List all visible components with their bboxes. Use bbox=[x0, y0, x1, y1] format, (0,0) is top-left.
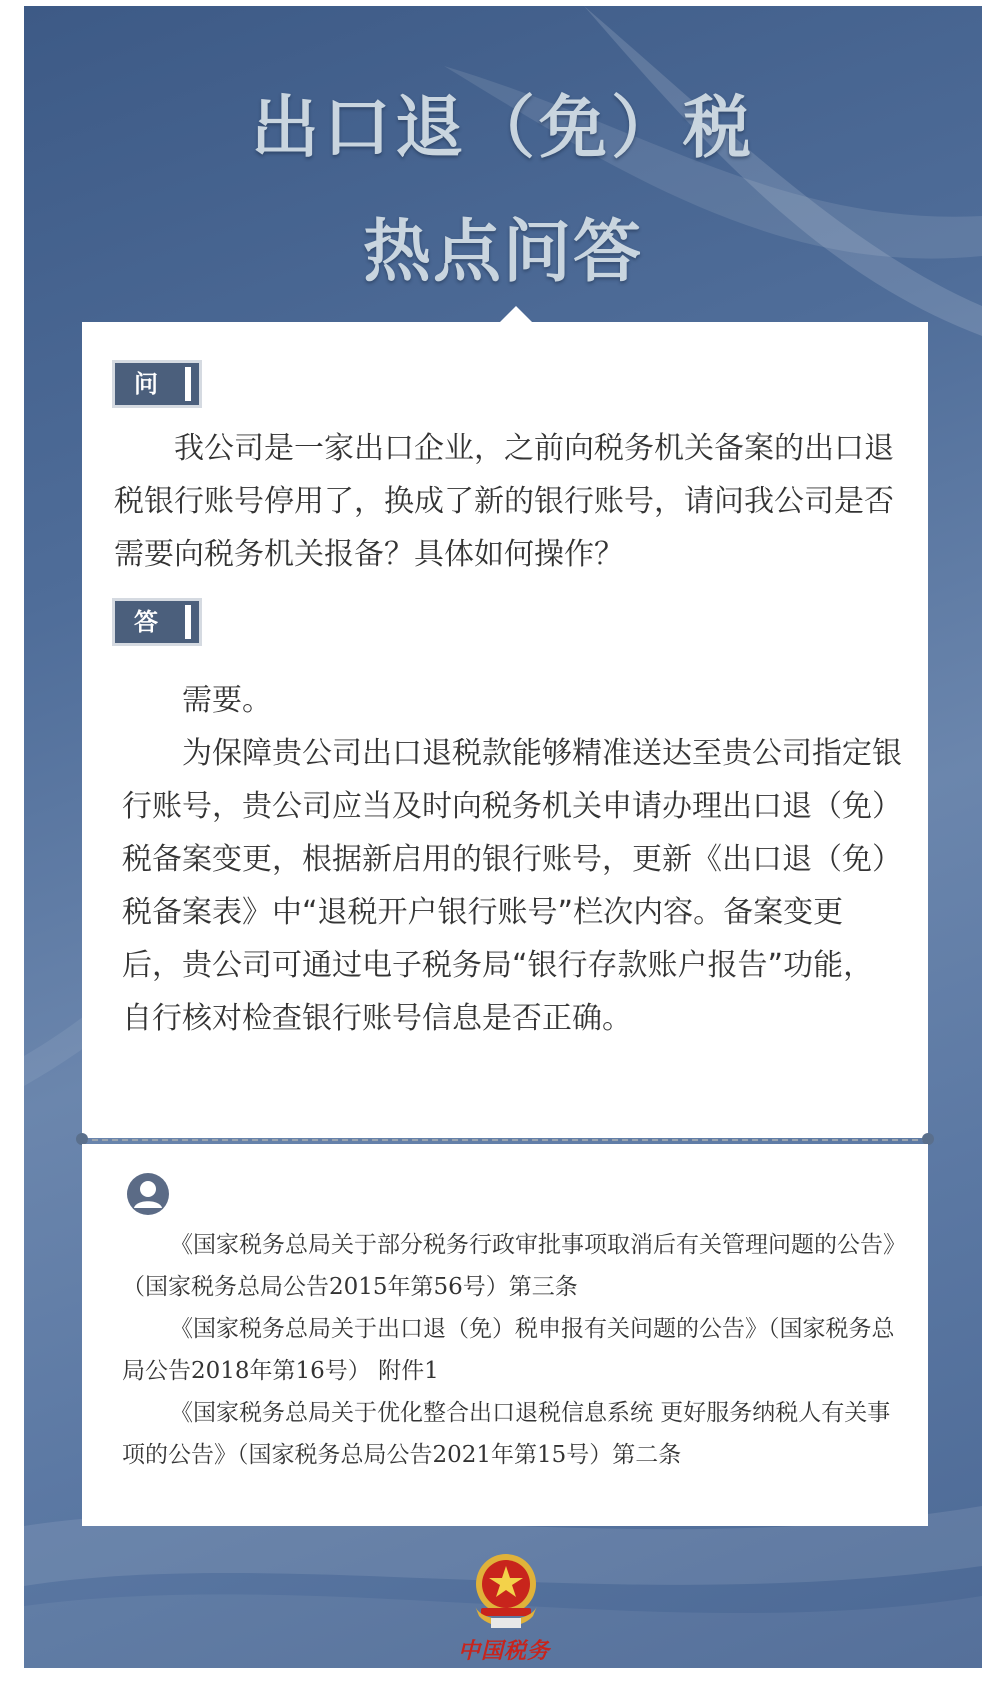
references-card bbox=[82, 1144, 928, 1526]
answer-tag-bar bbox=[185, 605, 191, 639]
poster-background bbox=[24, 6, 982, 1668]
user-icon bbox=[126, 1172, 170, 1216]
answer-paragraph: 为保障贵公司出口退税款能够精准送达至贵公司指定银行账号，贵公司应当及时向税务机关申请办理出口退（免）税备案变更，根据新启用的银行账号，更新《出口退（免）税备案表》中“退税开户银行账号”栏次内容。备案变更后，贵公司可通过电子税务局“银行存款账户报告”功能，自行核对检查银行账号信息是否正确。 bbox=[122, 736, 902, 1036]
page-title-line-2: 热点问答 bbox=[362, 212, 643, 292]
reference-item: 《国家税务总局关于优化整合出口退税信息系统 更好服务纳税人有关事项的公告》（国家税务总局公告2021年第15号）第二条 bbox=[122, 1400, 891, 1468]
answer-text bbox=[122, 674, 902, 1045]
question-tag-bar bbox=[185, 367, 191, 401]
references-list bbox=[122, 1224, 906, 1476]
reference-item: 《国家税务总局关于出口退（免）税申报有关问题的公告》（国家税务总局公告2018年第16号） 附件1 bbox=[122, 1316, 895, 1384]
answer-paragraph: 需要。 bbox=[182, 683, 272, 718]
reference-item: 《国家税务总局关于部分税务行政审批事项取消后有关管理问题的公告》（国家税务总局公告2015年第56号）第三条 bbox=[122, 1232, 906, 1300]
card-notch bbox=[500, 306, 532, 322]
card-divider bbox=[82, 1139, 928, 1141]
page-title-line-1: 出口退（免）税 bbox=[250, 88, 755, 168]
qa-card bbox=[82, 322, 928, 1138]
answer-tag bbox=[112, 598, 202, 646]
question-tag bbox=[112, 360, 202, 408]
logo-text: 中国税务 bbox=[457, 1638, 550, 1664]
question-text: 我公司是一家出口企业，之前向税务机关备案的出口退税银行账号停用了，换成了新的银行账号，请问我公司是否需要向税务机关报备？具体如何操作？ bbox=[114, 431, 894, 572]
question-tag-label: 问 bbox=[134, 370, 158, 398]
tax-emblem-icon bbox=[461, 1546, 551, 1636]
answer-tag-label: 答 bbox=[134, 608, 158, 636]
